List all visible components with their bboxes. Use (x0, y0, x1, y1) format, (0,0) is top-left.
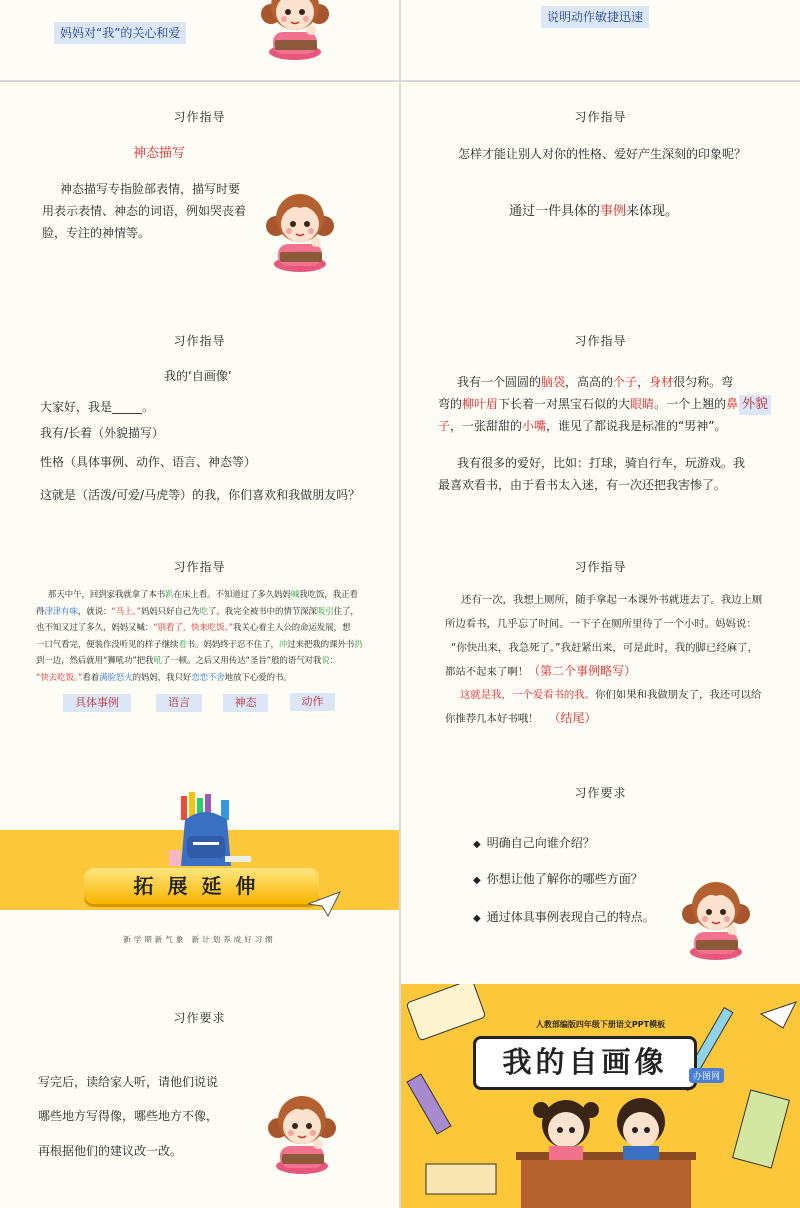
paragraph-line: 最喜欢看书，由于看书太入迷，有一次还把我害惨了。 (438, 478, 727, 492)
slide-5[interactable] (0, 308, 399, 534)
template-line: 大家好，我是_____。 (40, 400, 155, 414)
slogan: 新学期新气象 新计划养成好习惯 (123, 935, 276, 944)
subtitle: 我的‘自画像’ (164, 369, 232, 383)
tag-action: 动作 (290, 693, 335, 711)
slide-2[interactable] (401, 0, 800, 80)
story-line: “你快出来，我急死了。”我赶紧出来，可是此时，我的脚已经麻了， (451, 642, 758, 654)
requirement-item: ◆ 明确自己向谁介绍？ (473, 832, 595, 856)
story-paragraph (36, 586, 376, 685)
tag-example: 具体事例 (63, 694, 131, 712)
template-line: 这就是（活泼/可爱/马虎等）的我，你们喜欢和我做朋友吗？ (40, 488, 361, 502)
paper-plane-icon (306, 890, 342, 918)
slide-title: 习作指导 (173, 560, 226, 574)
paragraph-line: 脸，专注的神情等。 (42, 226, 151, 240)
slide-6[interactable] (401, 308, 800, 534)
cover-title: 我的自画像 (502, 1045, 668, 1079)
story-line: 这就是我，一个爱看书的我。你们如果和我做朋友了，我还可以给 (460, 689, 762, 701)
girl-illustration (262, 1084, 342, 1174)
tag-expression: 神态 (223, 694, 268, 712)
paragraph-line: 我有很多的爱好，比如：打球，骑自行车，玩游戏。我 (457, 456, 746, 470)
story-line: 你推荐几本好书哦！ （结尾） (445, 711, 597, 725)
slide-3[interactable] (0, 82, 399, 308)
slide-1[interactable] (0, 0, 399, 80)
story-line: “快去吃饭。”看着满脸怒火的妈妈，我只好恋恋不舍地放下心爱的书。 (36, 671, 292, 682)
paragraph-line: 子，一张甜甜的小嘴，谁见了都说我是标准的“男神”。 (438, 419, 727, 433)
girl-illustration (676, 870, 756, 960)
story-line: 所边看书，几乎忘了时间。一下子在厕所里待了一个小时。妈妈说： (445, 618, 757, 630)
girl-illustration (260, 182, 340, 272)
slide-title: 习作指导 (173, 334, 226, 348)
story-line: 那天中午，回到家我就拿了本书趴在床上看。不知道过了多久妈妈喊我吃饭，我正看 (48, 589, 358, 599)
paragraph-line: 弯的柳叶眉下长着一对黑宝石似的大眼睛。一个上翘的鼻 (438, 397, 739, 411)
girl-illustration (255, 0, 335, 60)
template-line: 性格（具体事例、动作、语言、神态等） (40, 455, 257, 469)
answer-text: 来体现。 (626, 204, 679, 219)
slide-title: 习作指导 (574, 560, 627, 574)
story-line: 一口气看完，便装作没听见的样子继续看书。妈妈终于忍不住了，冲过来把我的课外书扔 (36, 638, 363, 649)
slide-4[interactable] (401, 82, 800, 308)
story-line: 到一边，然后就用“狮吼功”把我吼了一顿。之后又用传达“圣旨”般的语气对我说： (36, 655, 339, 665)
banner: 妈妈对“我”的关心和爱 (54, 22, 186, 44)
paragraph-line: 再根据他们的建议改一改。 (38, 1144, 183, 1158)
answer-highlight: 事例 (600, 204, 627, 219)
story-line: 还有一次，我想上厕所，随手拿起一本课外书就进去了。我边上厕 (461, 594, 763, 606)
story-line: 都站不起来了啊！（第二个事例略写） (445, 664, 637, 678)
slide-title: 习作指导 (574, 334, 627, 348)
story-line: 得津津有味，就说：“马上。”妈妈只好自己先吃了。我完全被书中的情节深深吸引住了， (36, 605, 359, 616)
banner-title: 拓展延伸 (133, 874, 270, 898)
slide-title: 习作要求 (574, 786, 627, 800)
heading: 神态描写 (133, 146, 186, 161)
paragraph-line: 用表示表情、神态的词语，例如哭丧着 (42, 204, 247, 218)
slide-10[interactable] (401, 760, 800, 986)
tag-language: 语言 (156, 694, 202, 712)
slide-9[interactable] (0, 760, 399, 986)
slide-7[interactable] (0, 534, 399, 760)
requirement-item: ◆ 通过体具事例表现自己的特点。 (473, 906, 655, 930)
template-line: 我有/长着（外貌描写） (40, 426, 165, 440)
paragraph-line: 我有一个圆圆的脑袋，高高的个子，身材很匀称。弯 (457, 375, 734, 389)
question: 怎样才能让别人对你的性格、爱好产生深刻的印象呢？ (458, 147, 747, 161)
stationery-decoration (401, 984, 800, 1208)
paragraph-line: 神态描写专指脸部表情，描写时要 (60, 182, 241, 196)
slide-title: 习作要求 (173, 1011, 226, 1025)
backpack-illustration (165, 790, 255, 870)
story-line: 也不知又过了多久，妈妈又喊：“别看了，快来吃饭。”我关心着主人公的命运发展，想 (36, 622, 351, 632)
slide-8[interactable] (401, 534, 800, 760)
answer-text: 通过一件具体的 (509, 204, 601, 219)
paragraph-line: 哪些地方写得像，哪些地方不像， (38, 1109, 219, 1123)
cover-badge: 办图网 (689, 1068, 724, 1083)
paragraph-line: 写完后，读给家人听，请他们说说 (38, 1075, 219, 1089)
cover-subtitle: 人教部编版四年级下册语文PPT模板 (535, 1020, 666, 1029)
slide-11[interactable] (0, 984, 399, 1208)
slide-title: 习作指导 (574, 110, 627, 124)
appearance-tag: 外貌 (739, 395, 771, 415)
slide-12[interactable] (401, 984, 800, 1208)
answer (509, 201, 678, 223)
requirement-item: ◆ 你想让他了解你的哪些方面？ (473, 868, 643, 892)
banner: 说明动作敏捷迅速 (541, 6, 649, 28)
slide-title: 习作指导 (173, 110, 226, 124)
